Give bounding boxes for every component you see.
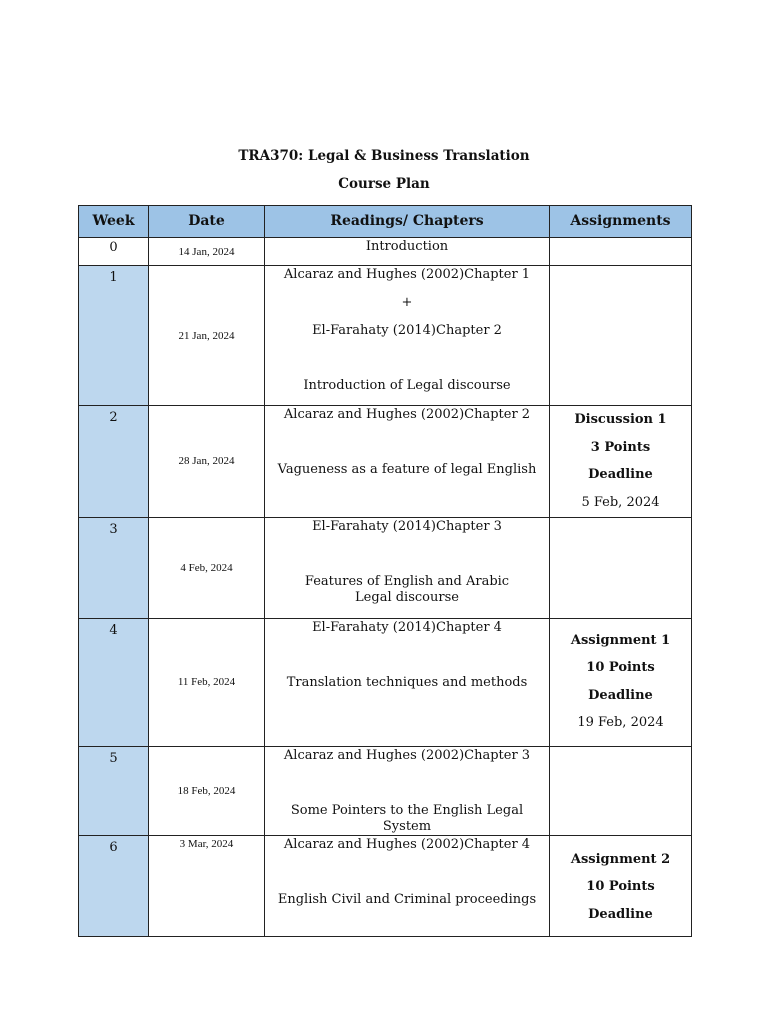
- date-cell: 11 Feb, 2024: [149, 618, 265, 746]
- assignment-name: Assignment 1: [570, 632, 671, 648]
- assignment-deadline-label: Deadline: [588, 687, 653, 703]
- header-readings: Readings/ Chapters: [265, 206, 550, 238]
- reading-line: Alcaraz and Hughes (2002)Chapter 1: [283, 267, 531, 282]
- week-cell: 0: [79, 238, 149, 266]
- date-cell: 14 Jan, 2024: [149, 238, 265, 266]
- assignment-deadline-label: Deadline: [588, 467, 653, 482]
- reading-line: Introduction: [365, 239, 449, 254]
- table-row: [79, 835, 692, 936]
- week-cell: 3: [79, 517, 149, 618]
- reading-line: Vagueness as a feature of legal English: [277, 462, 537, 477]
- reading-line: Some Pointers to the English Legal System: [290, 802, 524, 834]
- table-row: [79, 618, 692, 746]
- assignment-deadline-date: 19 Feb, 2024: [577, 715, 664, 731]
- reading-line: Alcaraz and Hughes (2002)Chapter 4: [283, 836, 531, 852]
- readings-cell: [265, 238, 550, 266]
- assignment-cell: [550, 238, 692, 266]
- week-cell: 4: [79, 618, 149, 746]
- table-row: [79, 238, 692, 266]
- assignment-name: Discussion 1: [574, 412, 667, 427]
- reading-line: El-Farahaty (2014)Chapter 4: [312, 619, 502, 635]
- assignment-cell: [550, 406, 692, 518]
- document-subtitle: Course Plan: [338, 176, 430, 192]
- readings-cell: [265, 517, 550, 618]
- date-cell: 21 Jan, 2024: [149, 266, 265, 406]
- readings-cell: [265, 746, 550, 835]
- assignment-deadline-date: 5 Feb, 2024: [581, 494, 660, 510]
- reading-line: +: [401, 295, 413, 310]
- reading-line: El-Farahaty (2014)Chapter 2: [312, 323, 502, 338]
- document-title: TRA370: Legal & Business Translation: [238, 148, 530, 164]
- reading-line: El-Farahaty (2014)Chapter 3: [312, 518, 502, 534]
- date-cell: 28 Jan, 2024: [149, 406, 265, 518]
- reading-line: Features of English and Arabic Legal discourse: [304, 573, 510, 605]
- table-header-row: [79, 206, 692, 238]
- date-cell: 4 Feb, 2024: [149, 517, 265, 618]
- assignment-cell: [550, 517, 692, 618]
- week-cell: 1: [79, 266, 149, 406]
- date-cell: 18 Feb, 2024: [149, 746, 265, 835]
- reading-line: Alcaraz and Hughes (2002)Chapter 2: [283, 407, 531, 422]
- assignment-points: 10 Points: [586, 879, 655, 894]
- course-plan-table: [78, 205, 692, 937]
- readings-cell: [265, 406, 550, 518]
- assignment-cell: [550, 746, 692, 835]
- date-cell: 3 Mar, 2024: [149, 835, 265, 936]
- assignment-deadline-label: Deadline: [588, 906, 653, 922]
- table-row: [79, 406, 692, 518]
- readings-cell: [265, 835, 550, 936]
- table-row: [79, 746, 692, 835]
- assignment-cell: [550, 835, 692, 936]
- week-cell: 6: [79, 835, 149, 936]
- week-cell: 5: [79, 746, 149, 835]
- readings-cell: [265, 618, 550, 746]
- reading-line: English Civil and Criminal proceedings: [277, 891, 537, 907]
- assignment-points: 10 Points: [586, 660, 655, 676]
- readings-cell: [265, 266, 550, 406]
- reading-line: Translation techniques and methods: [286, 674, 528, 690]
- assignment-points: 3 Points: [590, 439, 651, 455]
- table-row: [79, 517, 692, 618]
- week-cell: 2: [79, 406, 149, 518]
- header-date: Date: [149, 206, 265, 238]
- table-row: [79, 266, 692, 406]
- assignment-cell: [550, 266, 692, 406]
- header-week: Week: [79, 206, 149, 238]
- reading-line: Introduction of Legal discourse: [303, 378, 511, 393]
- assignment-name: Assignment 2: [570, 851, 671, 867]
- reading-line: Alcaraz and Hughes (2002)Chapter 3: [283, 747, 531, 763]
- header-assignments: Assignments: [550, 206, 692, 238]
- assignment-cell: [550, 618, 692, 746]
